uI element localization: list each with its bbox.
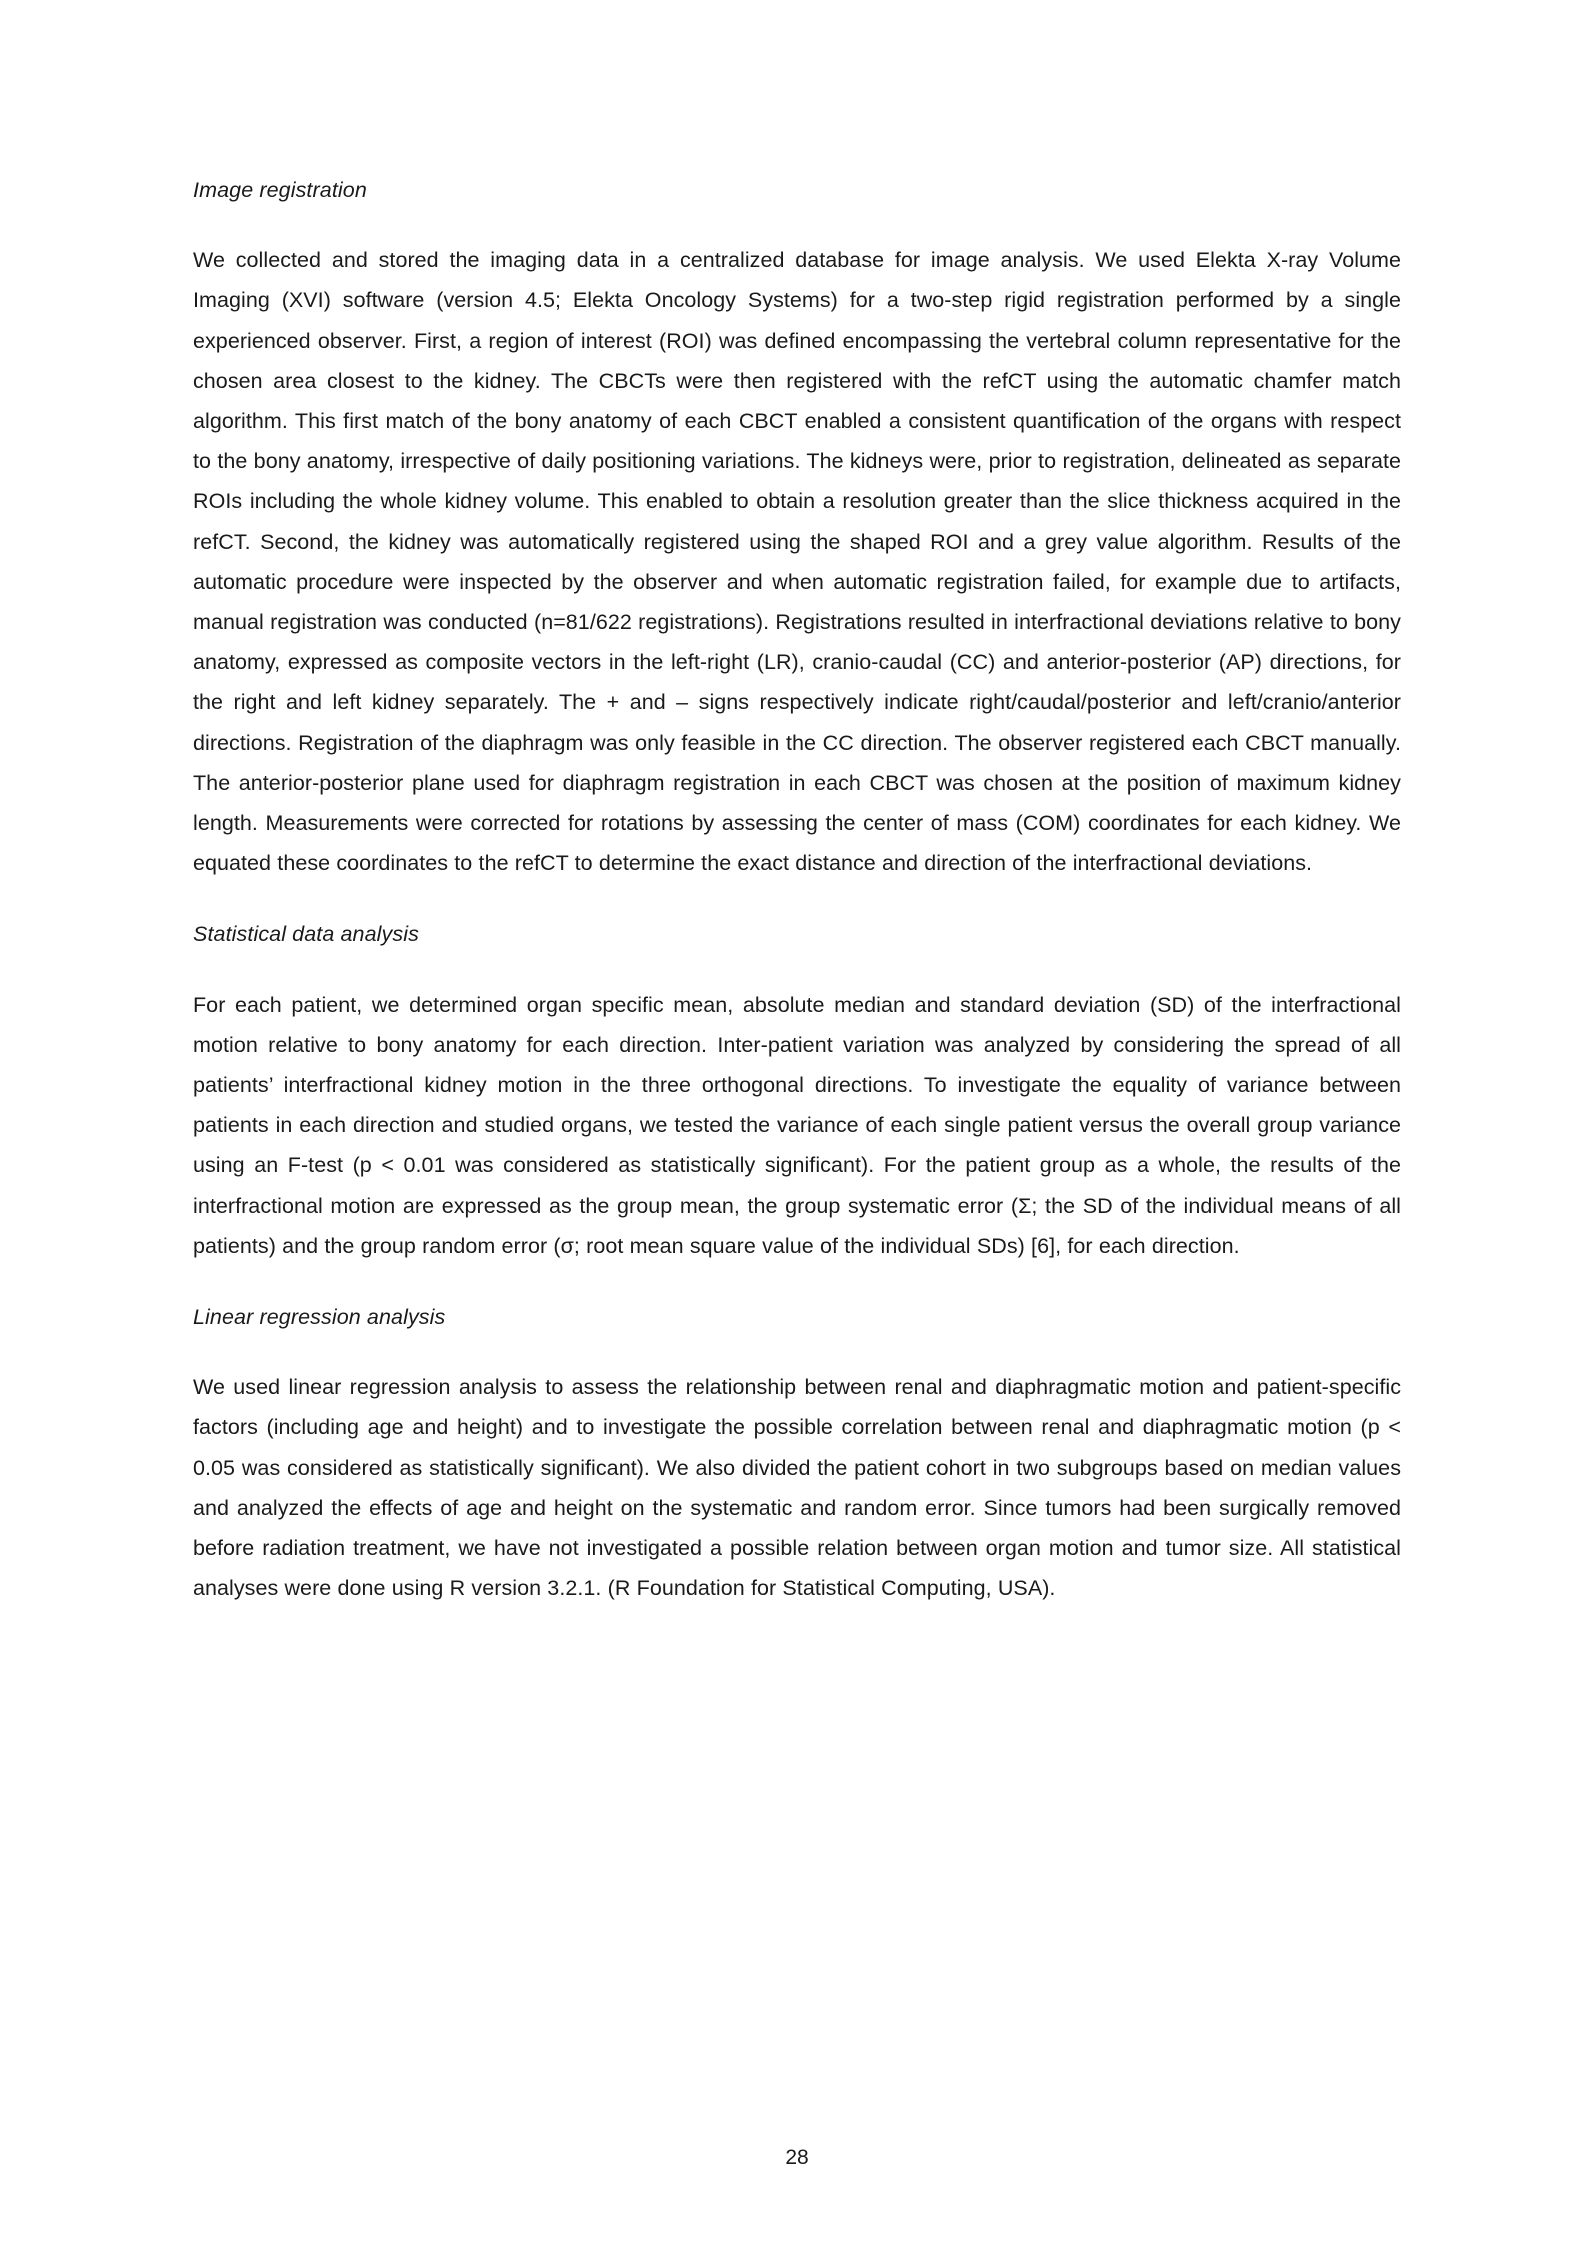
section-heading-image-registration: Image registration — [193, 178, 367, 202]
section-statistical-data-analysis — [193, 919, 1401, 1266]
page-number: 28 — [785, 2146, 809, 2169]
section-heading-statistical-data-analysis: Statistical data analysis — [193, 922, 419, 947]
paragraph-statistical-data-analysis: For each patient, we determined organ specific mean, absolute median and standard deviation (SD) of the interfractional motion relative to bony anatomy for each direction. Inter-patient variation was analyzed by considering the spread of all patients’ interfractional kidney motion in the three orthogonal directions. To investigate the equality of variance between patients in each direction and studied organs, we tested the variance of each single patient versus the overall group variance using an F-test (p < 0.01 was considered as statistically significant). For the patient group as a whole, the results of the interfractional motion are expressed as the group mean, the group systematic error (Σ; the SD of the individual means of all patients) and the group random error (σ; root mean square value of the individual SDs) [6], for each direction. — [193, 992, 1401, 1258]
paragraph-linear-regression-analysis: We used linear regression analysis to assess the relationship between renal and diaphragmatic motion and patient-specific factors (including age and height) and to investigate the possible correlation between renal and diaphragmatic motion (p < 0.05 was considered as statistically significant). We also divided the patient cohort in two subgroups based on median values and analyzed the effects of age and height on the systematic and random error. Since tumors had been surgically removed before radiation treatment, we have not investigated a possible relation between organ motion and tumor size. All statistical analyses were done using R version 3.2.1. (R Foundation for Statistical Computing, USA). — [193, 1375, 1401, 1601]
section-image-registration — [193, 175, 1401, 883]
section-linear-regression-analysis — [193, 1302, 1401, 1608]
section-heading-linear-regression-analysis: Linear regression analysis — [193, 1305, 446, 1330]
paragraph-image-registration: We collected and stored the imaging data in a centralized database for image analysis. We used Elekta X-ray Volume Imaging (XVI) software (version 4.5; Elekta Oncology Systems) for a two-step rigid registration performed by a single experienced observer. First, a region of interest (ROI) was defined encompassing the vertebral column representative for the chosen area closest to the kidney. The CBCTs were then registered with the refCT using the automatic chamfer match algorithm. This first match of the bony anatomy of each CBCT enabled a consistent quantification of the organs with respect to the bony anatomy, irrespective of daily positioning variations. The kidneys were, prior to registration, delineated as separate ROIs including the whole kidney volume. This enabled to obtain a resolution greater than the slice thickness acquired in the refCT. Second, the kidney was automatically registered using the shaped ROI and a grey value algorithm. Results of the automatic procedure were inspected by the observer and when automatic registration failed, for example due to artifacts, manual registration was conducted (n=81/622 registrations). Registrations resulted in interfractional deviations relative to bony anatomy, expressed as composite vectors in the left-right (LR), cranio-caudal (CC) and anterior-posterior (AP) directions, for the right and left kidney separately. The + and – signs respectively indicate right/caudal/posterior and left/cranio/anterior directions. Registration of the diaphragm was only feasible in the CC direction. The observer registered each CBCT manually. The anterior-posterior plane used for diaphragm registration in each CBCT was chosen at the position of maximum kidney length. Measurements were corrected for rotations by assessing the center of mass (COM) coordinates for each kidney. We equated these coordinates to the refCT to determine the exact distance and direction of the interfractional deviations. — [193, 248, 1401, 876]
page-content — [193, 175, 1401, 1608]
